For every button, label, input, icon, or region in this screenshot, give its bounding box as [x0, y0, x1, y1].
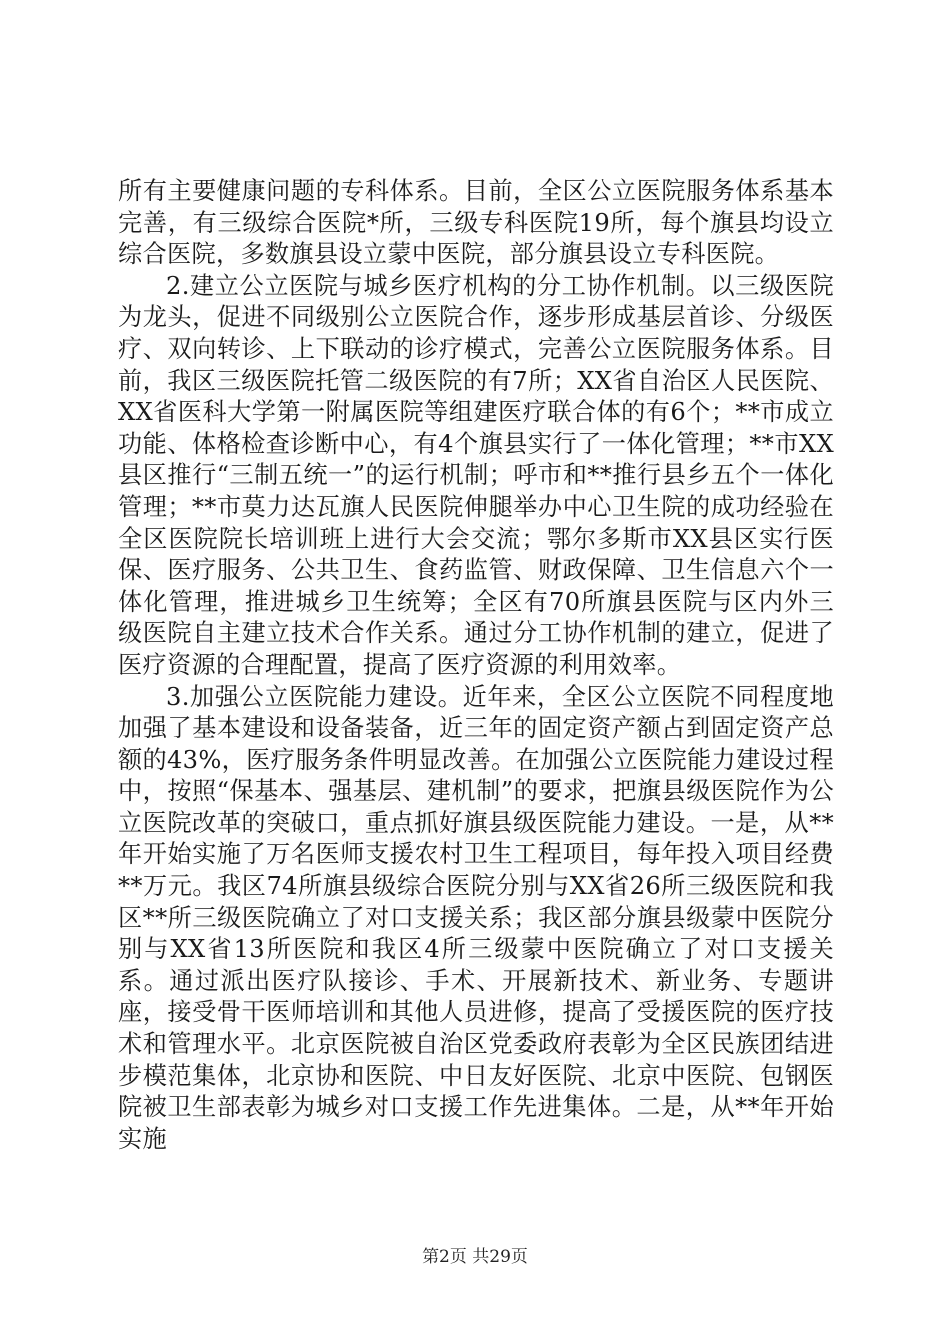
- paragraph-division-of-labor: 2.建立公立医院与城乡医疗机构的分工协作机制。以三级医院为龙头，促进不同级别公立医院合作，逐步形成基层首诊、分级医疗、双向转诊、上下联动的诊疗模式，完善公立医院服务体系。目前，我区三级医院托管二级医院的有7所；XX省自治区人民医院、XX省医科大学第一附属医院等组建医疗联合体的有6个；**市成立功能、体格检查诊断中心，有4个旗县实行了一体化管理；**市XX县区推行“三制五统一”的运行机制；呼市和**推行县乡五个一体化管理；**市莫力达瓦旗人民医院伸腿举办中心卫生院的成功经验在全区医院院长培训班上进行大会交流；鄂尔多斯市XX县区实行医保、医疗服务、公共卫生、食药监管、财政保障、卫生信息六个一体化管理，推进城乡卫生统筹；全区有70所旗县医院与区内外三级医院自主建立技术合作关系。通过分工协作机制的建立，促进了医疗资源的合理配置，提高了医疗资源的利用效率。: [118, 271, 834, 679]
- paragraph-capacity-building: 3.加强公立医院能力建设。近年来，全区公立医院不同程度地加强了基本建设和设备装备，近三年的固定资产额占到固定资产总额的43%，医疗服务条件明显改善。在加强公立医院能力建设过程中，按照“保基本、强基层、建机制”的要求，把旗县级医院作为公立医院改革的突破口，重点抓好旗县级医院能力建设。一是，从**年开始实施了万名医师支援农村卫生工程项目，每年投入项目经费**万元。我区74所旗县级综合医院分别与XX省26所三级医院和我区**所三级医院确立了对口支援关系；我区部分旗县级蒙中医院分别与XX省13所医院和我区4所三级蒙中医院确立了对口支援关系。通过派出医疗队接诊、手术、开展新技术、新业务、专题讲座，接受骨干医师培训和其他人员进修，提高了受援医院的医疗技术和管理水平。北京医院被自治区党委政府表彰为全区民族团结进步模范集体，北京协和医院、中日友好医院、北京中医院、包钢医院被卫生部表彰为城乡对口支援工作先进集体。二是，从**年开始实施: [118, 682, 834, 1153]
- page-footer: 第2页 共29页: [422, 1247, 528, 1267]
- paragraph-continued: 所有主要健康问题的专科体系。目前，全区公立医院服务体系基本完善，有三级综合医院*所，三级专科医院19所，每个旗县均设立综合医院，多数旗县设立蒙中医院，部分旗县设立专科医院。: [118, 177, 834, 269]
- document-body: [118, 176, 834, 1155]
